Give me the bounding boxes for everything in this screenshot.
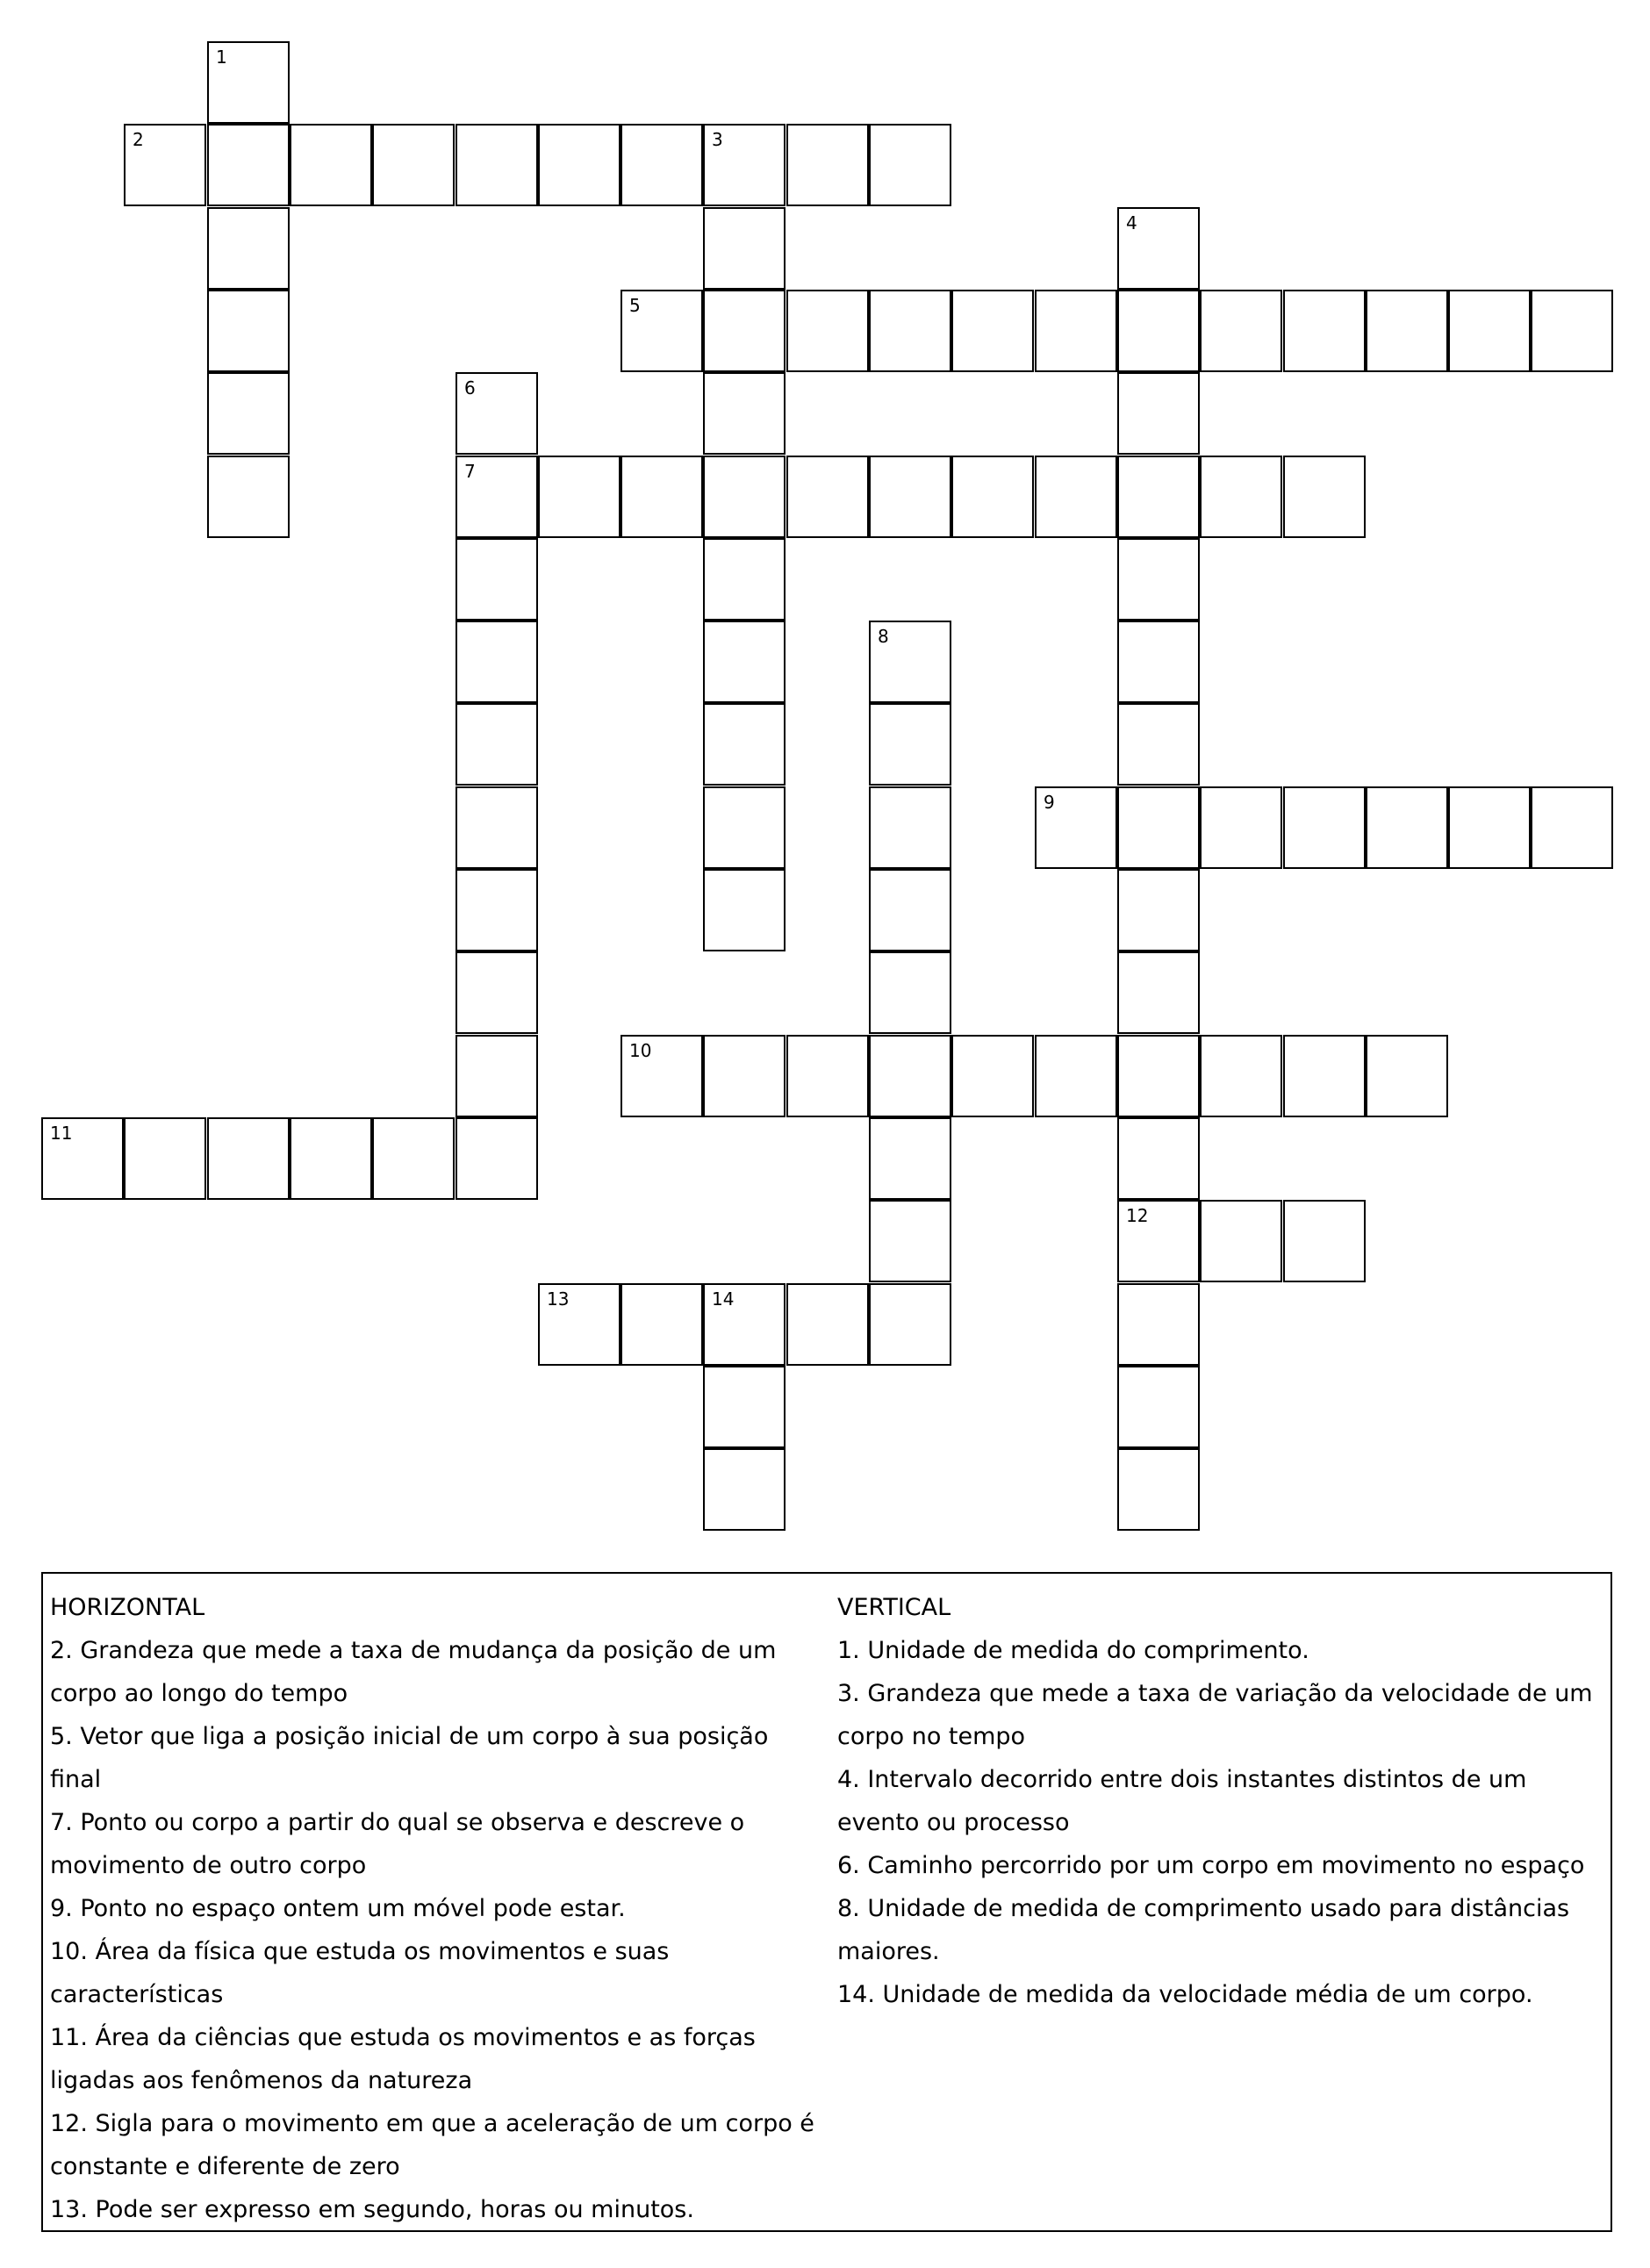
crossword-cell[interactable] bbox=[1366, 290, 1448, 372]
crossword-cell[interactable] bbox=[456, 869, 538, 951]
clue-number: 6 bbox=[464, 377, 476, 398]
clue-number: 10 bbox=[629, 1040, 652, 1061]
crossword-cell[interactable] bbox=[1117, 1200, 1200, 1282]
crossword-cell[interactable] bbox=[1200, 456, 1282, 538]
crossword-cell[interactable] bbox=[372, 1117, 455, 1200]
clue-number: 9 bbox=[1044, 792, 1055, 813]
crossword-cell[interactable] bbox=[124, 124, 206, 206]
clue-down-4: 4. Intervalo decorrido entre dois instantes distintos de um evento ou processo bbox=[837, 1766, 1527, 1836]
crossword-cell[interactable] bbox=[1200, 1035, 1282, 1117]
clue-number: 4 bbox=[1126, 212, 1137, 233]
crossword-cell[interactable] bbox=[456, 1035, 538, 1117]
crossword-cell[interactable] bbox=[1117, 1117, 1200, 1200]
crossword-cell[interactable] bbox=[951, 290, 1034, 372]
crossword-cell[interactable] bbox=[869, 1283, 951, 1366]
crossword-cell[interactable] bbox=[1117, 703, 1200, 786]
crossword-cell[interactable] bbox=[703, 869, 786, 951]
crossword-cell[interactable] bbox=[703, 621, 786, 703]
clue-across-9: 9. Ponto no espaço ontem um móvel pode estar. bbox=[50, 1895, 626, 1922]
crossword-cell[interactable] bbox=[703, 456, 786, 538]
crossword-cell[interactable] bbox=[1283, 290, 1366, 372]
crossword-cell[interactable] bbox=[207, 41, 290, 124]
crossword-cell[interactable] bbox=[1531, 786, 1613, 869]
crossword-cell[interactable] bbox=[703, 538, 786, 621]
crossword-cell[interactable] bbox=[869, 1035, 951, 1117]
clue-down-8: 8. Unidade de medida de comprimento usado para distâncias maiores. bbox=[837, 1895, 1570, 1965]
crossword-cell[interactable] bbox=[869, 1200, 951, 1282]
crossword-cell[interactable] bbox=[207, 124, 290, 206]
clue-down-6: 6. Caminho percorrido por um corpo em movimento no espaço bbox=[837, 1852, 1585, 1879]
clue-across-11: 11. Área da ciências que estuda os movimentos e as forças ligadas aos fenômenos da natureza bbox=[50, 2024, 756, 2094]
crossword-cell[interactable] bbox=[1283, 456, 1366, 538]
crossword-cell[interactable] bbox=[1117, 1366, 1200, 1448]
crossword-cell[interactable] bbox=[869, 786, 951, 869]
crossword-cell[interactable] bbox=[456, 951, 538, 1034]
crossword-cell[interactable] bbox=[456, 786, 538, 869]
crossword-cell[interactable] bbox=[1035, 456, 1117, 538]
crossword-cell[interactable] bbox=[290, 124, 372, 206]
clue-number: 5 bbox=[629, 295, 641, 316]
crossword-cell[interactable] bbox=[456, 372, 538, 455]
crossword-cell[interactable] bbox=[703, 1448, 786, 1531]
crossword-cell[interactable] bbox=[1117, 621, 1200, 703]
crossword-cell[interactable] bbox=[1117, 290, 1200, 372]
crossword-cell[interactable] bbox=[456, 1117, 538, 1200]
crossword-cell[interactable] bbox=[207, 290, 290, 372]
crossword-cell[interactable] bbox=[1117, 1283, 1200, 1366]
crossword-cell[interactable] bbox=[207, 456, 290, 538]
crossword-cell[interactable] bbox=[1117, 372, 1200, 455]
crossword-cell[interactable] bbox=[621, 456, 703, 538]
crossword-cell[interactable] bbox=[456, 124, 538, 206]
clue-number: 14 bbox=[712, 1288, 735, 1310]
crossword-cell[interactable] bbox=[290, 1117, 372, 1200]
crossword-cell[interactable] bbox=[124, 1117, 206, 1200]
crossword-cell[interactable] bbox=[703, 1366, 786, 1448]
crossword-cell[interactable] bbox=[1117, 1448, 1200, 1531]
crossword-cell[interactable] bbox=[869, 1117, 951, 1200]
crossword-cell[interactable] bbox=[1035, 1035, 1117, 1117]
crossword-cell[interactable] bbox=[786, 290, 869, 372]
vertical-title: VERTICAL bbox=[837, 1594, 951, 1621]
crossword-cell[interactable] bbox=[1448, 290, 1531, 372]
crossword-cell[interactable] bbox=[1117, 207, 1200, 290]
clue-across-12: 12. Sigla para o movimento em que a aceleração de um corpo é constante e diferente de zero bbox=[50, 2110, 814, 2180]
crossword-cell[interactable] bbox=[538, 124, 621, 206]
clue-across-5: 5. Vetor que liga a posição inicial de um corpo à sua posição final bbox=[50, 1723, 769, 1793]
crossword-cell[interactable] bbox=[1366, 1035, 1448, 1117]
crossword-cell[interactable] bbox=[621, 124, 703, 206]
crossword-cell[interactable] bbox=[1283, 786, 1366, 869]
crossword-cell[interactable] bbox=[951, 456, 1034, 538]
crossword-cell[interactable] bbox=[621, 290, 703, 372]
clue-number: 12 bbox=[1126, 1205, 1149, 1226]
crossword-cell[interactable] bbox=[621, 1283, 703, 1366]
crossword-cell[interactable] bbox=[207, 207, 290, 290]
clue-number: 8 bbox=[878, 626, 889, 647]
crossword-cell[interactable] bbox=[703, 786, 786, 869]
crossword-cell[interactable] bbox=[538, 456, 621, 538]
crossword-cell[interactable] bbox=[869, 124, 951, 206]
crossword-cell[interactable] bbox=[1283, 1035, 1366, 1117]
crossword-cell[interactable] bbox=[869, 290, 951, 372]
crossword-cell[interactable] bbox=[1035, 786, 1117, 869]
crossword-cell[interactable] bbox=[456, 456, 538, 538]
crossword-cell[interactable] bbox=[786, 456, 869, 538]
crossword-cell[interactable] bbox=[456, 703, 538, 786]
crossword-cell[interactable] bbox=[869, 703, 951, 786]
clue-number: 7 bbox=[464, 461, 476, 482]
crossword-cell[interactable] bbox=[1117, 951, 1200, 1034]
clue-number: 1 bbox=[216, 47, 227, 68]
clue-number: 3 bbox=[712, 129, 723, 150]
crossword-cell[interactable] bbox=[703, 290, 786, 372]
crossword-cell[interactable] bbox=[538, 1283, 621, 1366]
crossword-cell[interactable] bbox=[869, 456, 951, 538]
crossword-cell[interactable] bbox=[703, 372, 786, 455]
crossword-cell[interactable] bbox=[703, 124, 786, 206]
crossword-cell[interactable] bbox=[207, 372, 290, 455]
crossword-cell[interactable] bbox=[703, 703, 786, 786]
crossword-cell[interactable] bbox=[1200, 1200, 1282, 1282]
clue-number: 2 bbox=[133, 129, 144, 150]
crossword-cell[interactable] bbox=[1531, 290, 1613, 372]
crossword-cell[interactable] bbox=[869, 869, 951, 951]
crossword-cell[interactable] bbox=[621, 1035, 703, 1117]
crossword-cell[interactable] bbox=[786, 124, 869, 206]
crossword-cell[interactable] bbox=[703, 207, 786, 290]
clue-number: 11 bbox=[50, 1123, 73, 1144]
crossword-cell[interactable] bbox=[1117, 869, 1200, 951]
crossword-cell[interactable] bbox=[456, 538, 538, 621]
crossword-cell[interactable] bbox=[1117, 1035, 1200, 1117]
crossword-cell[interactable] bbox=[1366, 786, 1448, 869]
crossword-cell[interactable] bbox=[869, 951, 951, 1034]
clue-down-3: 3. Grandeza que mede a taxa de variação da velocidade de um corpo no tempo bbox=[837, 1680, 1593, 1750]
crossword-cell[interactable] bbox=[1035, 290, 1117, 372]
clue-down-14: 14. Unidade de medida da velocidade média de um corpo. bbox=[837, 1981, 1533, 2008]
crossword-cell[interactable] bbox=[786, 1283, 869, 1366]
crossword-cell[interactable] bbox=[1117, 538, 1200, 621]
horizontal-clues bbox=[50, 1586, 822, 2231]
clue-across-10: 10. Área da física que estuda os movimentos e suas características bbox=[50, 1938, 670, 2008]
crossword-cell[interactable] bbox=[456, 621, 538, 703]
crossword-cell[interactable] bbox=[869, 621, 951, 703]
crossword-cell[interactable] bbox=[1117, 786, 1200, 869]
clue-across-2: 2. Grandeza que mede a taxa de mudança da posição de um corpo ao longo do tempo bbox=[50, 1637, 777, 1707]
crossword-cell[interactable] bbox=[207, 1117, 290, 1200]
clue-down-1: 1. Unidade de medida do comprimento. bbox=[837, 1637, 1309, 1664]
crossword-cell[interactable] bbox=[786, 1035, 869, 1117]
crossword-cell[interactable] bbox=[1117, 456, 1200, 538]
horizontal-title: HORIZONTAL bbox=[50, 1594, 205, 1621]
crossword-cell[interactable] bbox=[41, 1117, 124, 1200]
crossword-cell[interactable] bbox=[1448, 786, 1531, 869]
crossword-cell[interactable] bbox=[1200, 290, 1282, 372]
clues-box bbox=[41, 1572, 1612, 2232]
crossword-cell[interactable] bbox=[951, 1035, 1034, 1117]
vertical-clues bbox=[837, 1586, 1601, 2016]
crossword-cell[interactable] bbox=[1200, 786, 1282, 869]
clue-across-7: 7. Ponto ou corpo a partir do qual se observa e descreve o movimento de outro corpo bbox=[50, 1809, 745, 1879]
clue-number: 13 bbox=[547, 1288, 570, 1310]
crossword-cell[interactable] bbox=[1283, 1200, 1366, 1282]
crossword-cell[interactable] bbox=[703, 1283, 786, 1366]
clue-across-13: 13. Pode ser expresso em segundo, horas ou minutos. bbox=[50, 2196, 694, 2223]
crossword-cell[interactable] bbox=[703, 1035, 786, 1117]
crossword-cell[interactable] bbox=[372, 124, 455, 206]
